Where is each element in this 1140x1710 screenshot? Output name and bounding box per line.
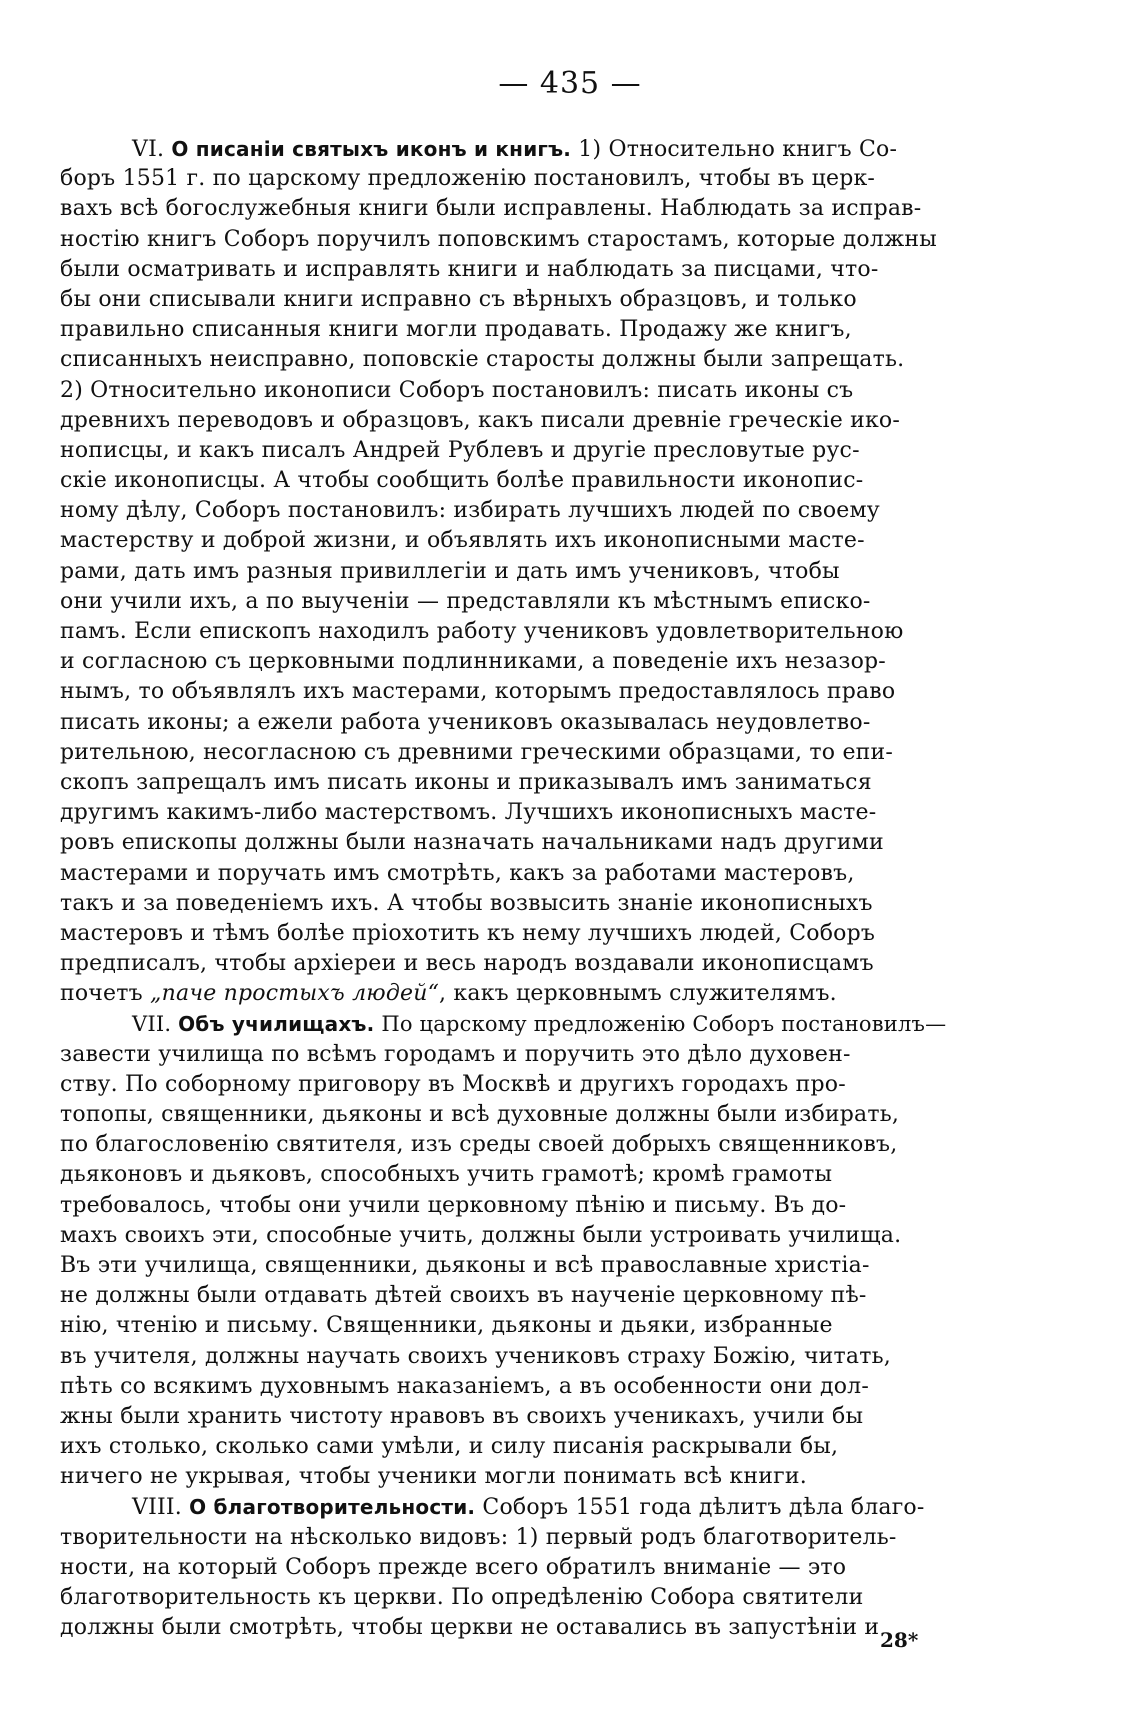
- text-line: памъ. Если епископъ находилъ работу учениковъ удовлетворительною: [60, 619, 904, 644]
- body-text: [60, 134, 950, 1643]
- section-7-first-line: VII. Объ училищахъ. По царскому предложенію Соборъ постановилъ—: [132, 1012, 947, 1037]
- text-line: мастерству и доброй жизни, и объявлять ихъ иконописными масте-: [60, 528, 865, 554]
- text-line: жны были хранить чистоту нравовъ въ своихъ ученикахъ, учили бы: [60, 1403, 864, 1429]
- text-line: скіе иконописцы. А чтобы сообщить болѣе правильности иконопис-: [60, 468, 864, 494]
- text-line: мастеровъ и тѣмъ болѣе пріохотить къ нему лучшихъ людей, Соборъ: [60, 920, 876, 946]
- text-line: не должны были отдавать дѣтей своихъ въ наученіе церковному пѣ-: [60, 1283, 867, 1309]
- text-line: ностію книгъ Соборъ поручилъ поповскимъ старостамъ, которые должны: [60, 226, 938, 252]
- text-line: благотворительность къ церкви. По опредѣленію Собора святители: [60, 1585, 864, 1610]
- text-line: ровъ епископы должны были назначать начальниками надъ другими: [60, 830, 884, 856]
- text-line: должны были смотрѣть, чтобы церкви не оставались въ запустѣніи и: [60, 1615, 880, 1641]
- text-line: боръ 1551 г. по царскому предложенію постановилъ, чтобы въ церк-: [60, 166, 876, 192]
- text-line: бы они списывали книги исправно съ вѣрныхъ образцовъ, и только: [60, 286, 857, 312]
- text-line: ному дѣлу, Соборъ постановилъ: избирать лучшихъ людей по своему: [60, 498, 880, 524]
- text-line: пѣть со всякимъ духовнымъ наказаніемъ, а въ особенности они дол-: [60, 1373, 869, 1399]
- section-6-first-line: VI. О писаніи святыхъ иконъ и книгъ. 1) Относительно книгъ Со-: [132, 137, 898, 162]
- section-6-last-line: почетъ „паче простыхъ людей“, какъ церковнымъ служителямъ.: [60, 981, 837, 1007]
- text-line: другимъ какимъ-либо мастерствомъ. Лучшихъ иконописныхъ масте-: [60, 800, 877, 826]
- text-line: Въ эти училища, священники, дьяконы и всѣ православные христіа-: [60, 1252, 870, 1278]
- text-line: требовалось, чтобы они учили церковному пѣнію и письму. Въ до-: [60, 1192, 847, 1218]
- text-line: завести училища по всѣмъ городамъ и поручить это дѣло духовен-: [60, 1041, 851, 1067]
- text-line: мастерами и поручать имъ смотрѣть, какъ за работами мастеровъ,: [60, 860, 855, 886]
- text-line: древнихъ переводовъ и образцовъ, какъ писали древніе греческіе ико-: [60, 407, 901, 433]
- text-line: такъ и за поведеніемъ ихъ. А чтобы возвысить знаніе иконописныхъ: [60, 890, 873, 916]
- section-8-first-line: VIII. О благотворительности. Соборъ 1551 года дѣлитъ дѣла благо-: [132, 1495, 925, 1521]
- text-line: ности, на который Соборъ прежде всего обратилъ вниманіе — это: [60, 1554, 847, 1580]
- page-number: — 435 —: [498, 66, 642, 101]
- text-line: топопы, священники, дьяконы и всѣ духовные должны были избирать,: [60, 1102, 900, 1127]
- section-6-heading: О писаніи святыхъ иконъ и книгъ.: [171, 137, 572, 161]
- italic-quote: „паче простыхъ людей“: [150, 981, 440, 1007]
- text-line: махъ своихъ эти, способные учить, должны были устроивать училища.: [60, 1222, 902, 1248]
- section-6-number: VI.: [132, 137, 172, 162]
- text-line: вахъ всѣ богослужебныя книги были исправлены. Наблюдать за исправ-: [60, 196, 922, 222]
- text-line: писать иконы; а ежели работа учениковъ оказывалась неудовлетво-: [60, 709, 871, 735]
- text-line: нописцы, и какъ писалъ Андрей Рублевъ и другіе пресловутые рус-: [60, 437, 860, 463]
- text-line: правильно списанныя книги могли продавать. Продажу же книгъ,: [60, 317, 852, 343]
- text-line: 2) Относительно иконописи Соборъ постановилъ: писать иконы съ: [60, 377, 854, 403]
- text-line: нымъ, то объявлялъ ихъ мастерами, которымъ предоставлялось право: [60, 679, 896, 705]
- text-line: были осматривать и исправлять книги и наблюдать за писцами, что-: [60, 256, 879, 282]
- text-line: они учили ихъ, а по выученіи — представляли къ мѣстнымъ еписко-: [60, 588, 871, 614]
- text-line: по благословенію святителя, изъ среды своей добрыхъ священниковъ,: [60, 1132, 898, 1158]
- text-line: и согласною съ церковными подлинниками, а поведеніе ихъ незазор-: [60, 649, 886, 675]
- section-7-number: VII.: [132, 1012, 179, 1037]
- text-line: дьяконовъ и дьяковъ, способныхъ учить грамотѣ; кромѣ грамоты: [60, 1162, 833, 1188]
- text-line: нію, чтенію и письму. Священники, дьяконы и дьяки, избранные: [60, 1313, 833, 1339]
- section-7-heading: Объ училищахъ.: [178, 1012, 375, 1037]
- text-line: въ учителя, должны научать своихъ учениковъ страху Божію, читать,: [60, 1343, 891, 1369]
- text-line: ничего не укрывая, чтобы ученики могли понимать всѣ книги.: [60, 1464, 807, 1490]
- text-line: рительною, несогласною съ древними греческими образцами, то епи-: [60, 739, 894, 765]
- text-line: рами, дать имъ разныя привиллегіи и дать имъ учениковъ, чтобы: [60, 558, 840, 584]
- text-line: скопъ запрещалъ имъ писать иконы и приказывалъ имъ заниматься: [60, 769, 872, 795]
- text-line: предписалъ, чтобы архіереи и весь народъ воздавали иконописцамъ: [60, 951, 874, 977]
- section-8-number: VIII.: [132, 1495, 190, 1521]
- printer-signature-mark: 28*: [880, 1628, 919, 1652]
- section-8-heading: О благотворительности.: [189, 1495, 476, 1520]
- text-line: творительности на нѣсколько видовъ: 1) первый родъ благотворитель-: [60, 1524, 897, 1550]
- text-line: ству. По соборному приговору въ Москвѣ и другихъ городахъ про-: [60, 1071, 846, 1097]
- text-line: списанныхъ неисправно, поповскіе старосты должны были запрещать.: [60, 347, 905, 373]
- text-line: ихъ столько, сколько сами умѣли, и силу писанія раскрывали бы,: [60, 1434, 839, 1460]
